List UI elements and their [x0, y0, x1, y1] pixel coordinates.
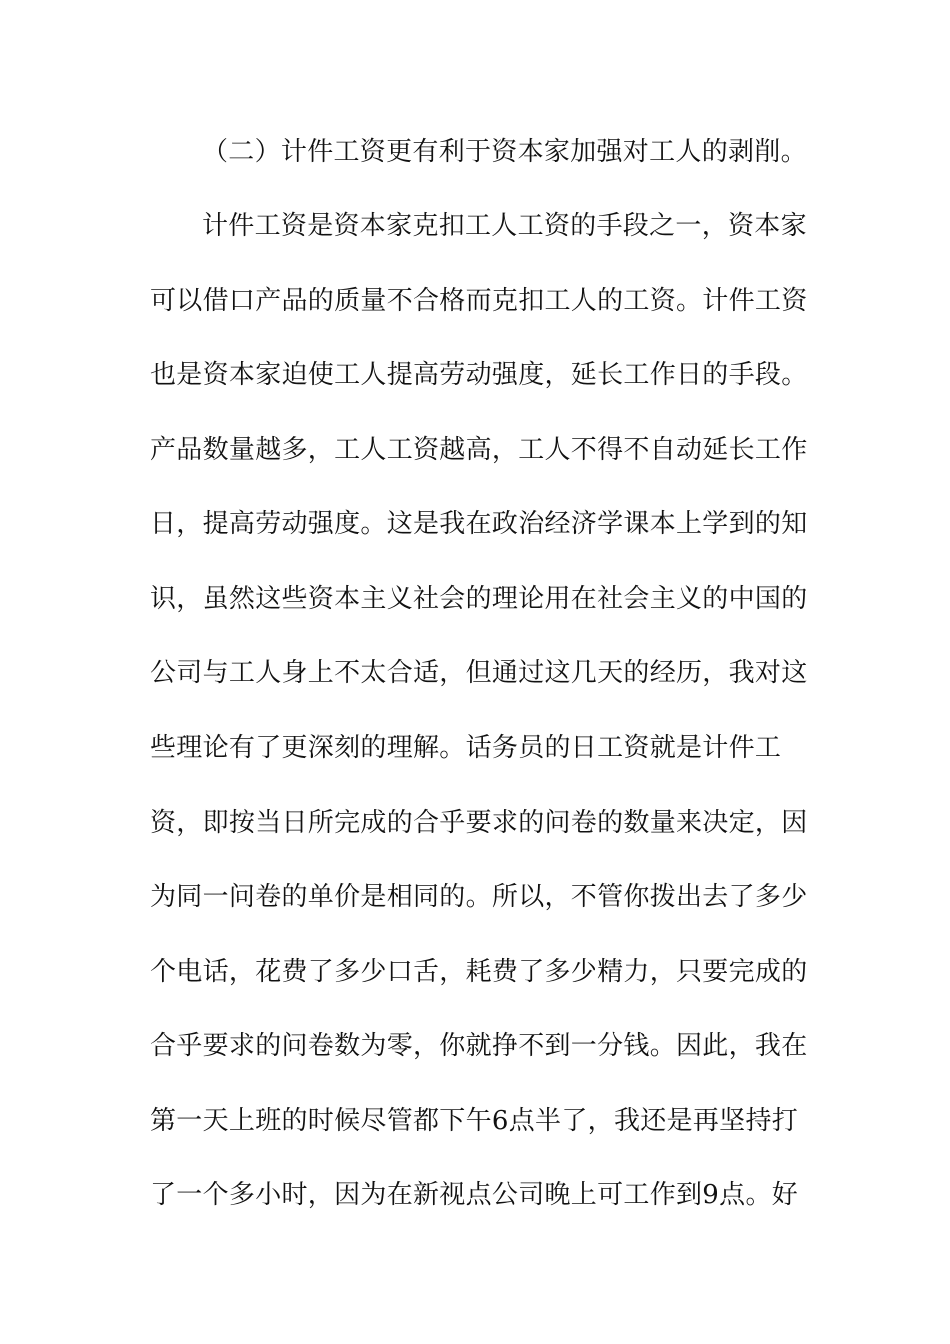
- paragraph-line: 个电话，花费了多少口舌，耗费了多少精力，只要完成的: [150, 957, 808, 987]
- paragraph-line: 识，虽然这些资本主义社会的理论用在社会主义的中国的: [150, 584, 808, 614]
- paragraph-line: 些理论有了更深刻的理解。话务员的日工资就是计件工: [150, 733, 782, 763]
- section-heading: （二）计件工资更有利于资本家加强对工人的剥削。: [202, 137, 807, 167]
- paragraph-line: 计件工资是资本家克扣工人工资的手段之一，资本家: [202, 211, 807, 241]
- paragraph-line: 资，即按当日所完成的合乎要求的问卷的数量来决定，因: [150, 808, 808, 838]
- paragraph-line: 合乎要求的问卷数为零，你就挣不到一分钱。因此，我在: [150, 1031, 808, 1061]
- paragraph-line: 也是资本家迫使工人提高劳动强度，延长工作日的手段。: [150, 360, 808, 390]
- paragraph-line: 日，提高劳动强度。这是我在政治经济学课本上学到的知: [150, 509, 808, 539]
- paragraph-line: 公司与工人身上不太合适，但通过这几天的经历，我对这: [150, 658, 808, 688]
- paragraph-line: 可以借口产品的质量不合格而克扣工人的工资。计件工资: [150, 286, 808, 316]
- paragraph-line: 第一天上班的时候尽管都下午6点半了，我还是再坚持打: [150, 1106, 799, 1136]
- paragraph-line: 了一个多小时，因为在新视点公司晚上可工作到9点。好: [150, 1180, 799, 1210]
- paragraph-line: 为同一问卷的单价是相同的。所以，不管你拨出去了多少: [150, 882, 808, 912]
- paragraph-line: 产品数量越多，工人工资越高，工人不得不自动延长工作: [150, 435, 808, 465]
